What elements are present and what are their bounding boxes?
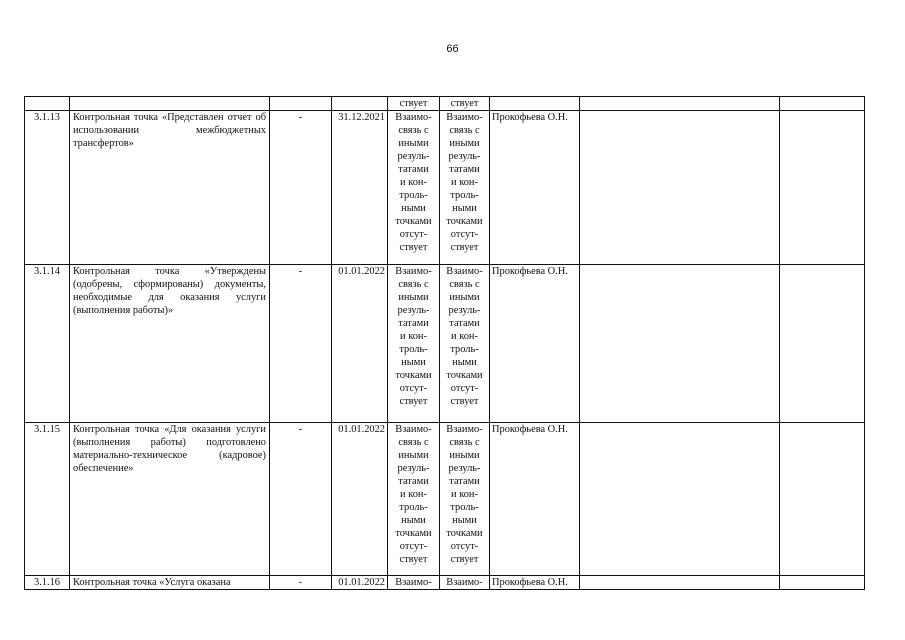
table-row xyxy=(25,576,865,590)
control-points-table xyxy=(24,96,865,590)
cell-relation-prev: ствует xyxy=(388,97,440,111)
cell-date xyxy=(332,97,388,111)
cell-responsible: Прокофьева О.Н. xyxy=(490,111,580,265)
cell-empty-1 xyxy=(580,576,780,590)
cell-date: 01.01.2022 xyxy=(332,576,388,590)
cell-relation-next: Взаимо- связь с иными резуль- татами и кон- троль- ными точками отсут- ствует xyxy=(440,265,490,423)
cell-num: 3.1.16 xyxy=(25,576,70,590)
cell-date: 31.12.2021 xyxy=(332,111,388,265)
cell-relation-next: Взаимо- связь с иными резуль- татами и кон- троль- ными точками отсут- ствует xyxy=(440,111,490,265)
cell-date: 01.01.2022 xyxy=(332,265,388,423)
cell-description: Контрольная точка «Утверждены (одобрены, сформированы) документы, необходимые для оказания услуги (выполнения работы)» xyxy=(70,265,270,423)
cell-empty-1 xyxy=(580,111,780,265)
cell-relation-next: ствует xyxy=(440,97,490,111)
cell-dash: - xyxy=(270,111,332,265)
cell-num: 3.1.15 xyxy=(25,423,70,576)
cell-responsible: Прокофьева О.Н. xyxy=(490,265,580,423)
cell-empty-2 xyxy=(780,576,865,590)
cell-empty-2 xyxy=(780,97,865,111)
cell-description: Контрольная точка «Представлен отчет об использовании межбюджетных трансфертов» xyxy=(70,111,270,265)
cell-empty-1 xyxy=(580,423,780,576)
cell-dash xyxy=(270,97,332,111)
table-row xyxy=(25,423,865,576)
cell-num: 3.1.13 xyxy=(25,111,70,265)
cell-empty-2 xyxy=(780,111,865,265)
cell-description: Контрольная точка «Услуга оказана xyxy=(70,576,270,590)
cell-empty-2 xyxy=(780,423,865,576)
cell-date: 01.01.2022 xyxy=(332,423,388,576)
page-number: 66 xyxy=(446,43,459,55)
cell-relation-prev: Взаимо- связь с иными резуль- татами и кон- троль- ными точками отсут- ствует xyxy=(388,423,440,576)
cell-relation-prev: Взаимо- связь с иными резуль- татами и кон- троль- ными точками отсут- ствует xyxy=(388,265,440,423)
cell-relation-prev: Взаимо- связь с иными резуль- татами и кон- троль- ными точками отсут- ствует xyxy=(388,111,440,265)
table-row xyxy=(25,111,865,265)
cell-description xyxy=(70,97,270,111)
cell-relation-prev: Взаимо- xyxy=(388,576,440,590)
cell-description: Контрольная точка «Для оказания услуги (выполнения работы) подготовлено материально-техническое (кадровое) обеспечение» xyxy=(70,423,270,576)
cell-dash: - xyxy=(270,576,332,590)
cell-empty-1 xyxy=(580,97,780,111)
cell-num: 3.1.14 xyxy=(25,265,70,423)
table-row-continuation xyxy=(25,97,865,111)
cell-responsible: Прокофьева О.Н. xyxy=(490,576,580,590)
cell-dash: - xyxy=(270,265,332,423)
cell-dash: - xyxy=(270,423,332,576)
cell-relation-next: Взаимо- связь с иными резуль- татами и кон- троль- ными точками отсут- ствует xyxy=(440,423,490,576)
cell-relation-next: Взаимо- xyxy=(440,576,490,590)
cell-responsible: Прокофьева О.Н. xyxy=(490,423,580,576)
table-row xyxy=(25,265,865,423)
cell-empty-1 xyxy=(580,265,780,423)
cell-responsible xyxy=(490,97,580,111)
cell-num xyxy=(25,97,70,111)
cell-empty-2 xyxy=(780,265,865,423)
